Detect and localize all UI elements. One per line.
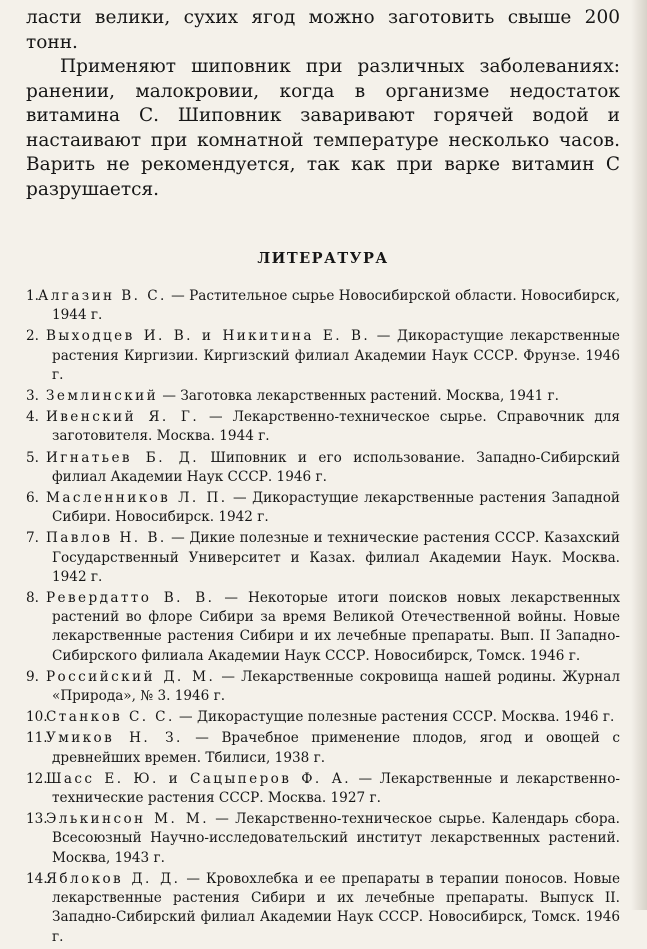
reference-number: 11. [26, 730, 48, 747]
page-edge-shadow [631, 0, 647, 910]
reference-text: — Дикие полезные и технические растения СССР. Казахский Государственный Университет и Казах. филиал Академии Наук. Москва. 1942 г. [52, 530, 620, 585]
body-paragraph-2: Применяют шиповник при различных заболеваниях: ранении, малокровии, когда в организме недостаток витамина С. Шиповник заваривают горячей водой и настаивают при комнатной температуре несколько часов. Варить не рекомендуется, так как при варке витамин С разрушается. [26, 56, 620, 200]
reference-text: — Врачебное применение плодов, ягод и овощей с древнейших времен. Тбилиси, 1938 г. [52, 730, 620, 766]
reference-item [26, 387, 620, 406]
reference-text: — Некоторые итоги поисков новых лекарственных растений во флоре Сибири за время Великой Отечественной войны. Новые лекарственные растения Сибири и их лечебные препараты. Вып. II Западно-Сибирского филиала Академии Наук СССР. Новосибирск, Томск. 1946 г. [52, 590, 620, 664]
reference-text: — Лекарственные сокровища нашей родины. Журнал «Природа», № 3. 1946 г. [52, 668, 620, 705]
reference-item [26, 810, 620, 868]
reference-number: 13. [26, 811, 48, 828]
reference-number: 12. [26, 770, 48, 787]
reference-text: — Кровохлебка и ее препараты в терапии поносов. Новые лекарственные растения Сибири и их лечебные препараты. Выпуск II. Западно-Сибирский филиал Академии Наук СССР. Новосибирск, Томск. 1946 г. [52, 870, 621, 945]
body-paragraph-1: ласти велики, сухих ягод можно заготовить свыше 200 тонн. [26, 7, 620, 53]
reference-item [26, 489, 620, 527]
reference-author: Алгазин В. С. [38, 288, 167, 304]
reference-text: — Заготовка лекарственных растений. Москва, 1941 г. [158, 388, 559, 405]
reference-item [26, 708, 620, 727]
reference-item [26, 529, 620, 587]
reference-item [26, 870, 620, 947]
reference-text: — Лекарственные и лекарственно-технические растения СССР. Москва. 1927 г. [52, 770, 620, 807]
reference-text: — Дикорастущие лекарственные растения Западной Сибири. Новосибирск. 1942 г. [52, 490, 620, 526]
reference-item [26, 287, 620, 325]
reference-author: Павлов Н. В. [46, 530, 167, 547]
reference-author: Шасс Е. Ю. и Сацыперов Ф. А. [46, 770, 351, 787]
reference-author: Элькинсон М. М. [46, 811, 209, 828]
reference-number: 7. [26, 530, 39, 547]
reference-number: 6. [26, 490, 39, 507]
reference-author: Ревердатто В. В. [46, 590, 215, 607]
reference-author: Российский Д. М. [46, 668, 216, 685]
reference-author: Станков С. С. [46, 709, 175, 726]
reference-number: 8. [26, 590, 39, 607]
reference-number: 10. [26, 709, 48, 726]
page [26, 6, 620, 949]
reference-item [26, 327, 620, 385]
reference-author: Игнатьев Б. Д. [46, 449, 199, 466]
reference-author: Землинский [46, 388, 159, 405]
reference-list [26, 287, 620, 947]
reference-text: Шиповник и его использование. Западно-Сибирский филиал Академии Наук СССР. 1946 г. [52, 449, 621, 485]
reference-text: — Растительное сырье Новосибирской области. Новосибирск, 1944 г. [52, 288, 620, 324]
reference-item [26, 770, 620, 808]
reference-item [26, 729, 620, 767]
reference-author: Яблоков Д. Д. [46, 870, 181, 887]
reference-item [26, 449, 620, 487]
reference-number: 4. [26, 409, 39, 426]
reference-text: — Лекарственно-техническое сырье. Календарь сбора. Всесоюзный Научно-исследовательский институт лекарственных растений. Москва, 1943 г. [52, 811, 620, 866]
reference-text: — Лекарственно-техническое сырье. Справочник для заготовителя. Москва. 1944 г. [52, 409, 620, 445]
reference-text: — Дикорастущие полезные растения СССР. Москва. 1946 г. [174, 709, 615, 726]
reference-number: 2. [26, 328, 39, 345]
reference-text: — Дикорастущие лекарственные растения Киргизии. Киргизский филиал Академии Наук СССР. Фрунзе. 1946 г. [52, 328, 620, 383]
literature-heading: ЛИТЕРАТУРА [257, 250, 389, 267]
reference-number: 1. [26, 288, 39, 304]
reference-number: 3. [26, 388, 39, 405]
reference-number: 9. [26, 668, 39, 685]
reference-number: 14. [26, 870, 48, 887]
reference-item [26, 589, 620, 666]
reference-author: Умиков Н. З. [46, 730, 183, 747]
reference-author: Ивенский Я. Г. [46, 409, 200, 426]
reference-item [26, 668, 620, 706]
reference-author: Масленников Л. П. [46, 490, 228, 507]
reference-number: 5. [26, 449, 39, 466]
reference-author: Выходцев И. В. и Никитина Е. В. [46, 328, 371, 345]
reference-item [26, 408, 620, 446]
